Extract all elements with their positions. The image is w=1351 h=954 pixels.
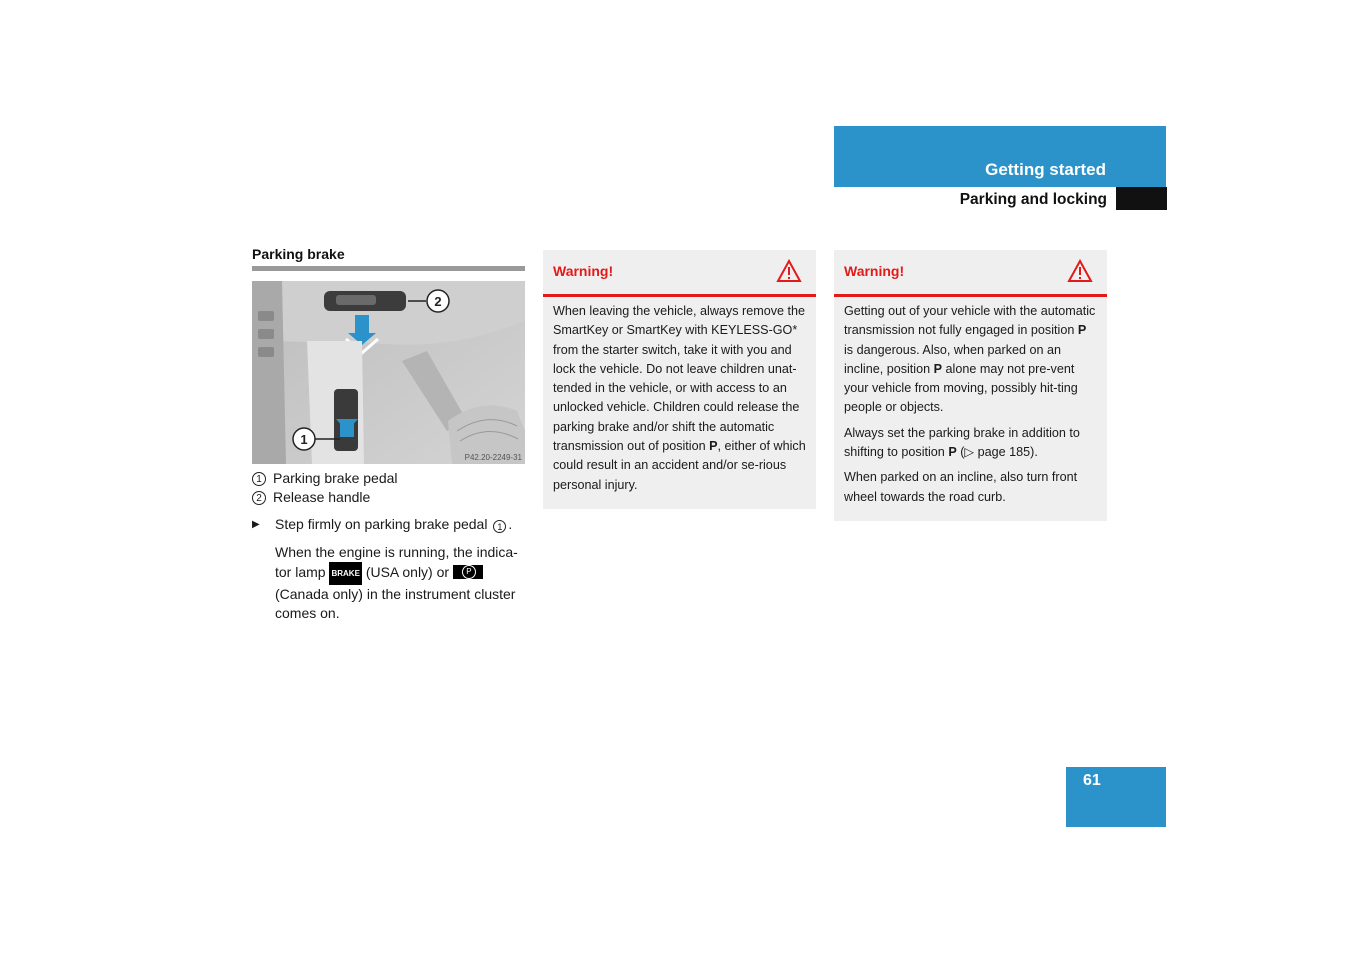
figure-callout-2: 2 [434, 294, 442, 309]
warning-label: Warning! [553, 263, 614, 279]
bullet-arrow-icon: ▶ [252, 519, 260, 530]
legend-number: 1 [252, 472, 266, 486]
warning-paragraph [844, 302, 1098, 418]
position-p: P [948, 445, 957, 460]
step-end: . [508, 516, 513, 532]
position-p: P [709, 439, 718, 454]
position-p: P [933, 361, 943, 376]
warning-text-end: , either of which could result in an accident and/or se-rious personal injury. [553, 439, 806, 492]
section-subtitle: Parking and locking [959, 191, 1107, 208]
warning-label: Warning! [844, 263, 905, 279]
figure-code: P42.20-2249-31 [464, 453, 522, 462]
brake-indicator-icon: BRAKE [329, 562, 361, 585]
text: Getting out of your vehicle with the automatic transmission not fully engaged in position [844, 304, 1096, 338]
warning-header [543, 250, 816, 297]
section-marker [1116, 187, 1167, 210]
warning-body [543, 297, 816, 509]
text: Always set the parking brake in addition to shifting to position [844, 425, 1080, 460]
section-rule [252, 266, 525, 271]
warning-header [834, 250, 1107, 297]
note-text-1: When the engine is running, the indica-tor lamp [275, 544, 518, 580]
warning-text: When leaving the vehicle, always remove the SmartKey or SmartKey with KEYLESS-GO* from the starter switch, take it with you and lock the vehicle. Do not leave children unat-tended in the vehicle, or with access to an unlocked vehicle. Children could release the parking brake and/or shift the automatic transmission out of position [553, 304, 806, 454]
note-text-2: (USA only) or [365, 564, 450, 580]
step-ref-number: 1 [493, 520, 506, 533]
warning-box-2 [834, 250, 1107, 521]
text: is dangerous. Also, when parked on an incline, position [844, 342, 1062, 376]
page-reference: (▷ page 185). [960, 445, 1038, 460]
legend-item [252, 488, 398, 507]
page-number: 61 [1083, 772, 1101, 789]
position-p: P [1077, 323, 1087, 338]
parking-indicator-icon [453, 565, 483, 579]
step-text [275, 515, 527, 534]
instruction-step [252, 515, 527, 632]
legend-text: Parking brake pedal [273, 470, 398, 486]
warning-paragraph [553, 302, 807, 495]
section-title: Parking brake [252, 246, 345, 262]
figure-callout-1: 1 [300, 432, 308, 447]
parking-brake-figure [252, 281, 525, 464]
step-note [275, 543, 527, 623]
figure-legend [252, 469, 398, 507]
warning-paragraph [844, 424, 1098, 463]
warning-triangle-icon [1067, 259, 1093, 283]
page-number-box [1066, 767, 1166, 827]
legend-item [252, 469, 398, 488]
warning-body [834, 297, 1107, 521]
warning-triangle-icon [776, 259, 802, 283]
text: alone may not pre-vent your vehicle from moving, possibly hit-ting people or objects. [844, 361, 1078, 415]
step-main-text: Step firmly on parking brake pedal [275, 516, 488, 532]
warning-box-1 [543, 250, 816, 509]
legend-number: 2 [252, 491, 266, 505]
note-text-3: (Canada only) in the instrument cluster comes on. [275, 586, 516, 621]
legend-text: Release handle [273, 489, 371, 505]
chapter-title: Getting started [985, 160, 1106, 179]
warning-paragraph: When parked on an incline, also turn front wheel towards the road curb. [844, 470, 1078, 504]
